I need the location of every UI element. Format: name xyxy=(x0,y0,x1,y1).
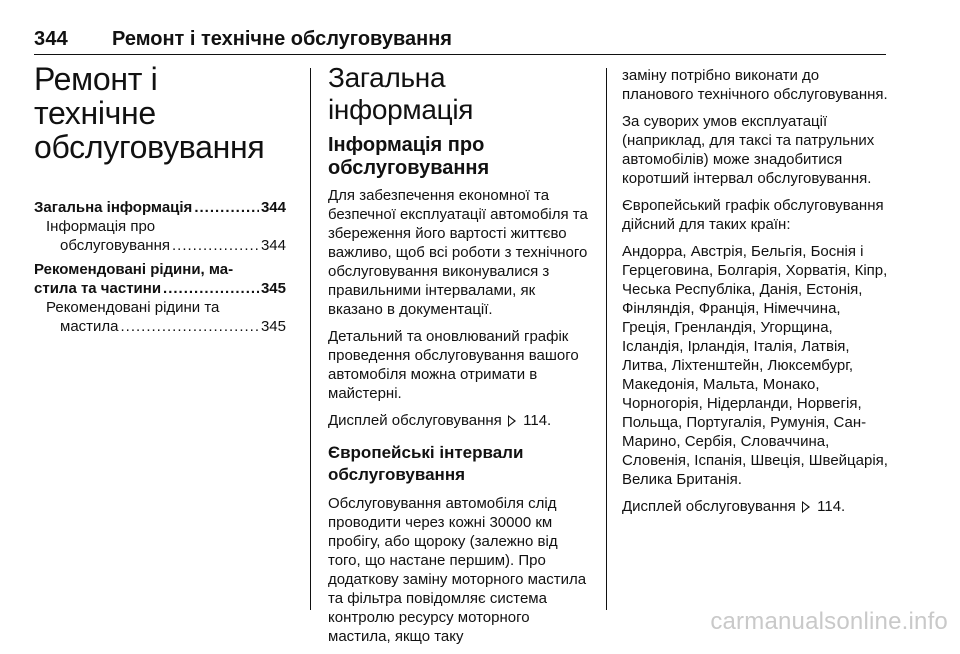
page-number: 344 xyxy=(34,28,68,50)
reference-arrow-icon xyxy=(509,416,516,426)
paragraph: Європейський графік обслуговування дійсний для таких країн: xyxy=(622,197,884,233)
toc-entry[interactable]: Загальна інформація ..... 344 xyxy=(34,198,286,217)
subsection-title: Інформація про обслуговування xyxy=(328,134,490,179)
cross-reference[interactable]: Дисплей обслуговування 114. xyxy=(622,498,846,515)
paragraph: Для забезпечення економної та безпечної експлуатації автомобіля та збереження його вартості життєво важливо, щоб всі роботи з технічного обслуговування виконувалися з правильними інтервалами, як вказано в документації. xyxy=(328,187,588,318)
paragraph: Детальний та оновлюваний графік проведення обслуговування вашого автомобіля можна отримати в майстерні. xyxy=(328,328,579,402)
cross-reference[interactable]: Дисплей обслуговування 114. xyxy=(328,412,552,429)
page-header xyxy=(34,28,886,55)
content-column-3 xyxy=(622,66,888,524)
reference-arrow-icon xyxy=(803,502,810,512)
country-list: Андорра, Австрія, Бельгія, Боснія і Герцеговина, Болгарія, Хорватія, Кіпр, Чеська Республіка, Данія, Естонія, Фінляндія, Франція, Німеччина, Греція, Гренландія, Угорщина, Ісландія, Ірландія, Італія, Латвія, Литва, Ліхтенштейн, Люксембург, Македонія, Мальта, Монако, Чорногорія, Нідерланди, Норвегія, Польща, Португалія, Румунія, Сан-Марино, Сербія, Словаччина, Словенія, Іспанія, Швеція, Швейцарія, Велика Британія. xyxy=(622,243,888,488)
toc-entry[interactable]: Рекомендовані рідини, ма- стила та частини ..... 345 xyxy=(34,260,286,298)
paragraph: За суворих умов експлуатації (наприклад, для таксі та патрульних автомобілів) може знадобитися коротший інтервал обслуговування. xyxy=(622,113,875,187)
chapter-title: Ремонт і технічне обслуговування xyxy=(34,61,265,165)
section-title: Загальна інформація xyxy=(328,62,474,125)
subsection-title: Європейські інтервали обслуговування xyxy=(328,443,524,484)
column-divider xyxy=(310,68,311,610)
paragraph: Обслуговування автомобіля слід проводити через кожні 30000 км пробігу, або щороку (залежно від того, що настане першим). Про додаткову заміну моторного мастила та фільтра повідомляє система контролю ресурсу моторного мастила, якщо таку xyxy=(328,495,587,645)
toc-column xyxy=(34,62,286,336)
running-title: Ремонт і технічне обслуговування xyxy=(112,28,452,50)
watermark: carmanualsonline.info xyxy=(710,608,948,635)
content-column-2 xyxy=(328,62,590,654)
paragraph: заміну потрібно виконати до планового технічного обслуговування. xyxy=(622,67,888,103)
toc-entry[interactable]: Інформація про обслуговування ..... 344 xyxy=(34,217,286,255)
toc-entry[interactable]: Рекомендовані рідини та мастила ..... 345 xyxy=(34,298,286,336)
column-divider xyxy=(606,68,607,610)
